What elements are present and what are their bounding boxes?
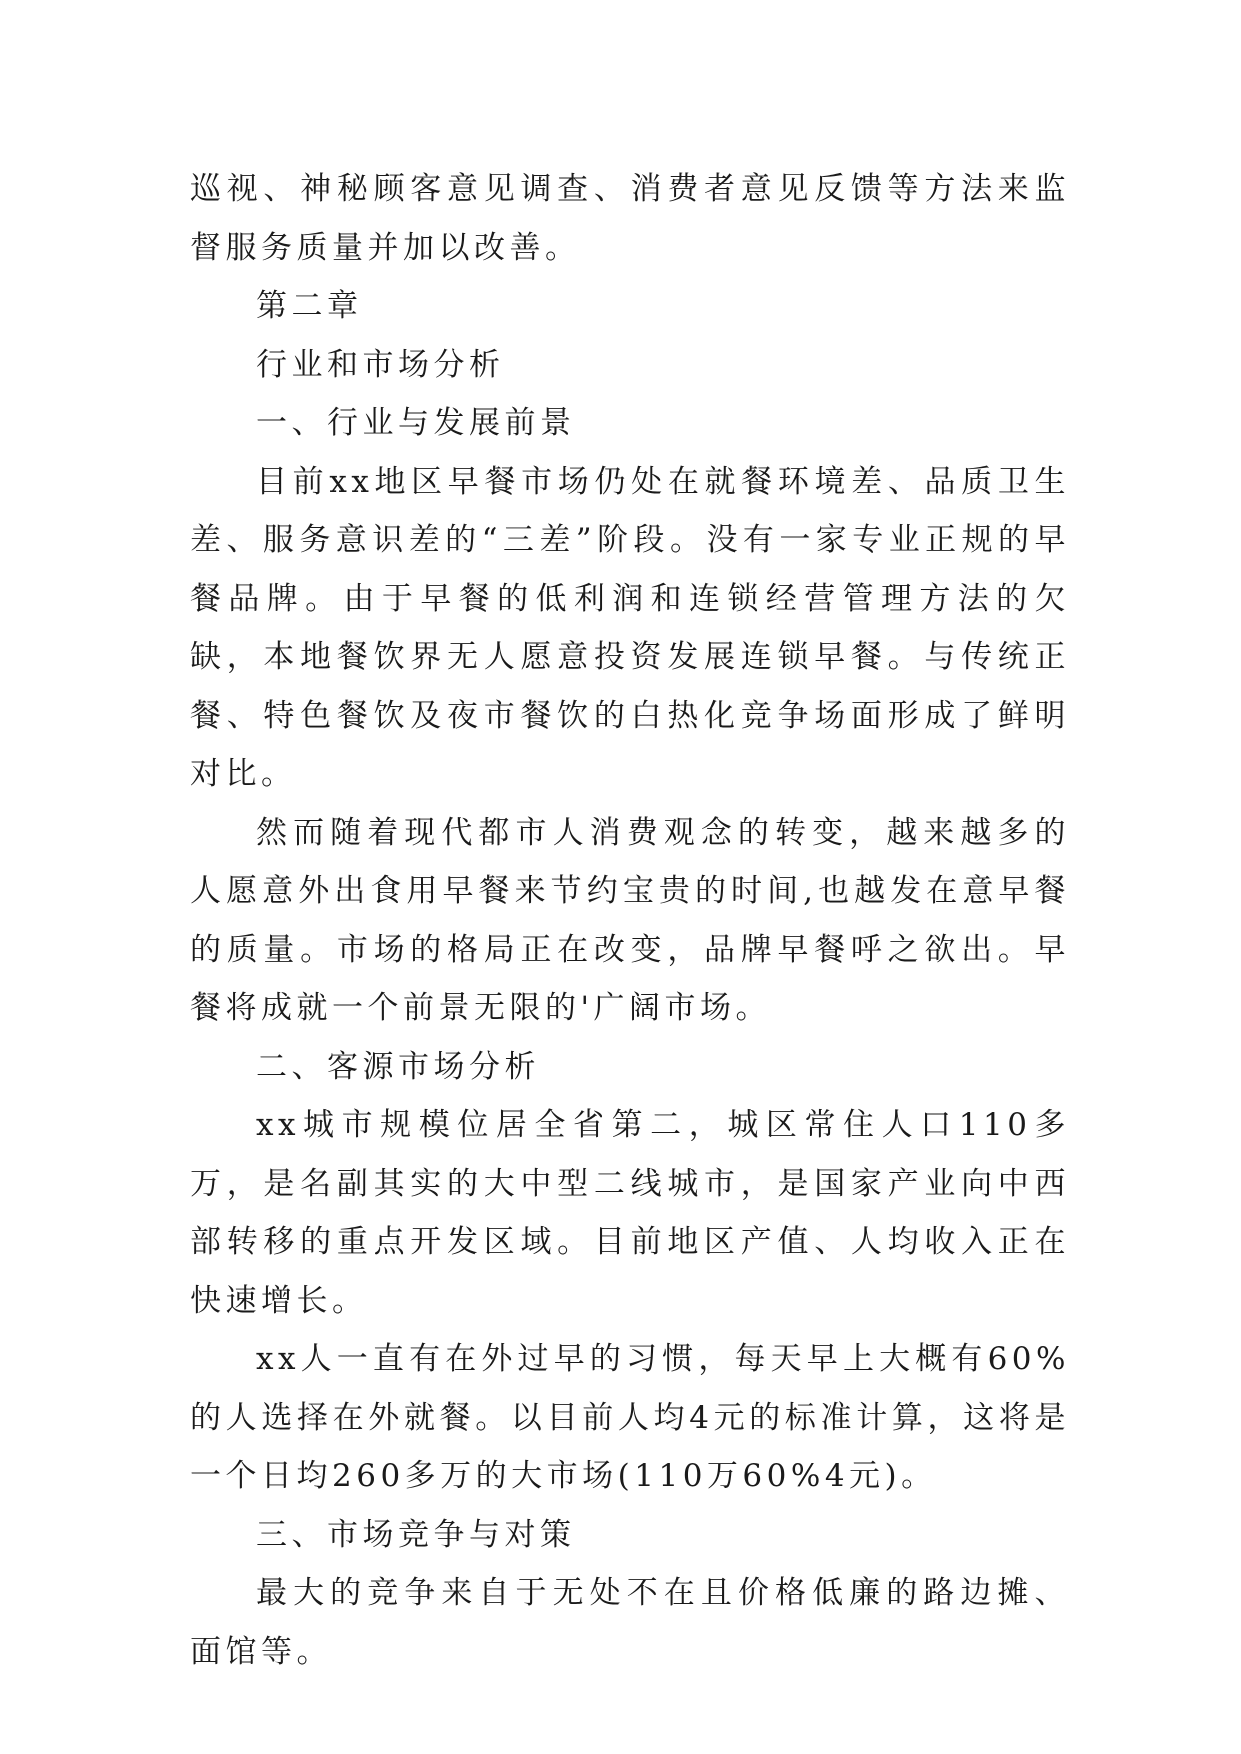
document-body (190, 160, 1070, 1681)
section-heading-customers: 二、客源市场分析 (256, 1048, 540, 1085)
paragraph-continuation: 巡视、神秘顾客意见调查、消费者意见反馈等方法来监督服务质量并加以改善。 (190, 171, 1070, 266)
chapter-title: 行业和市场分析 (256, 346, 505, 383)
paragraph-city-scale: xx城市规模位居全省第二，城区常住人口110多万，是名副其实的大中型二线城市，是国家产业向中西部转移的重点开发区域。目前地区产值、人均收入正在快速增长。 (190, 1107, 1070, 1319)
paragraph-market-change: 然而随着现代都市人消费观念的转变，越来越多的人愿意外出食用早餐来节约宝贵的时间,也越发在意早餐的质量。市场的格局正在改变，品牌早餐呼之欲出。早餐将成就一个前景无限的'广阔市场。 (190, 814, 1070, 1026)
section-heading-industry: 一、行业与发展前景 (256, 405, 576, 441)
paragraph-industry-status: 目前xx地区早餐市场仍处在就餐环境差、品质卫生差、服务意识差的“三差”阶段。没有一家专业正规的早餐品牌。由于早餐的低利润和连锁经营管理方法的欠缺，本地餐饮界无人愿意投资发展连锁早餐。与传统正餐、特色餐饮及夜市餐饮的白热化竞争场面形成了鲜明对比。 (190, 463, 1070, 792)
paragraph-competition: 最大的竞争来自于无处不在且价格低廉的路边摊、面馆等。 (190, 1575, 1070, 1670)
chapter-number: 第二章 (256, 288, 363, 324)
paragraph-market-size: xx人一直有在外过早的习惯，每天早上大概有60%的人选择在外就餐。以目前人均4元的标准计算，这将是一个日均260多万的大市场(110万60%4元)。 (190, 1341, 1070, 1494)
section-heading-competition: 三、市场竞争与对策 (256, 1516, 576, 1553)
